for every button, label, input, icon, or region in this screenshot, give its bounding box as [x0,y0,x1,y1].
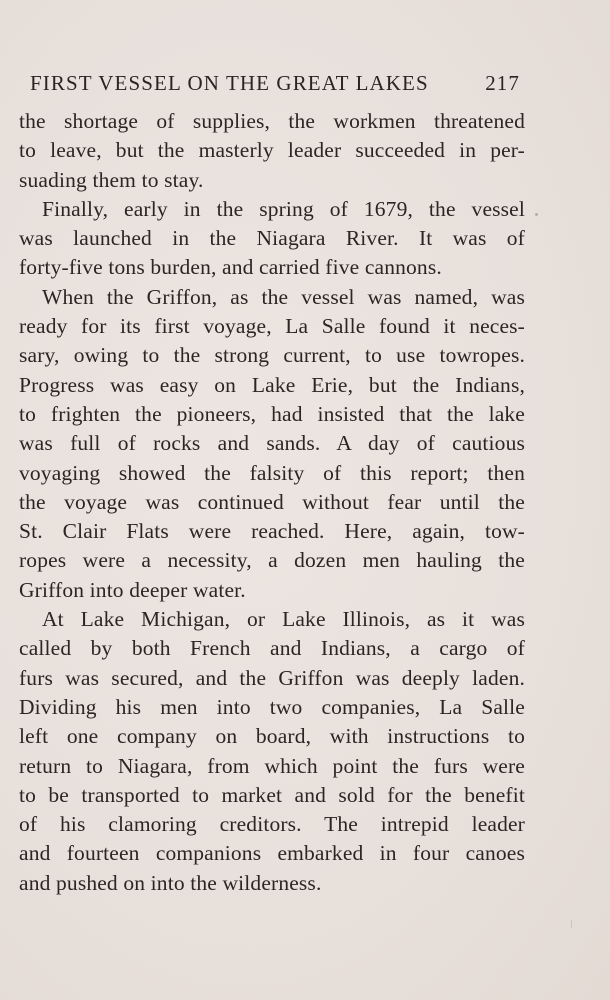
page-number: 217 [485,71,520,95]
text-line: Dividing his men into two companies, La Salle [19,694,525,719]
text-line: furs was secured, and the Griffon was deeply laden. [19,665,525,690]
text-line: was full of rocks and sands. A day of cautious [19,431,525,456]
text-line: ready for its first voyage, La Salle found it neces- [19,314,525,339]
text-line: ropes were a necessity, a dozen men hauling the [19,548,525,573]
text-line: of his clamoring creditors. The intrepid leader [19,812,525,837]
text-line: Finally, early in the spring of 1679, the vessel [42,196,525,221]
text-line: forty-five tons burden, and carried five cannons. [19,255,442,280]
paper-speck [535,213,538,216]
text-line: At Lake Michigan, or Lake Illinois, as it was [42,607,525,632]
running-head [30,68,520,98]
text-line: Griffon into deeper water. [19,577,246,602]
text-line: the shortage of supplies, the workmen threatened [19,109,525,133]
text-line: Progress was easy on Lake Erie, but the Indians, [19,372,525,397]
text-line: to leave, but the masterly leader succeeded in per- [19,138,525,163]
text-line: called by both French and Indians, a cargo of [19,636,525,661]
text-line: to frighten the pioneers, had insisted that the lake [19,401,525,426]
text-line: to be transported to market and sold for the benefit [19,782,525,807]
text-line: was launched in the Niagara River. It was of [19,226,525,251]
text-line: left one company on board, with instructions to [19,724,525,749]
text-line: When the Griffon, as the vessel was named, was [42,284,525,309]
text-line: and fourteen companions embarked in four canoes [19,841,525,866]
text-line: the voyage was continued without fear until the [19,489,525,514]
text-line: and pushed on into the wilderness. [19,870,322,895]
body-text [19,107,525,898]
paper-mark [571,920,572,928]
running-head-title: FIRST VESSEL ON THE GREAT LAKES [30,71,429,95]
text-line: St. Clair Flats were reached. Here, again, tow- [19,519,525,544]
text-line: return to Niagara, from which point the furs were [19,753,525,778]
text-line: sary, owing to the strong current, to use towropes. [19,343,525,368]
text-line: voyaging showed the falsity of this report; then [19,460,525,485]
text-line: suading them to stay. [19,167,204,192]
